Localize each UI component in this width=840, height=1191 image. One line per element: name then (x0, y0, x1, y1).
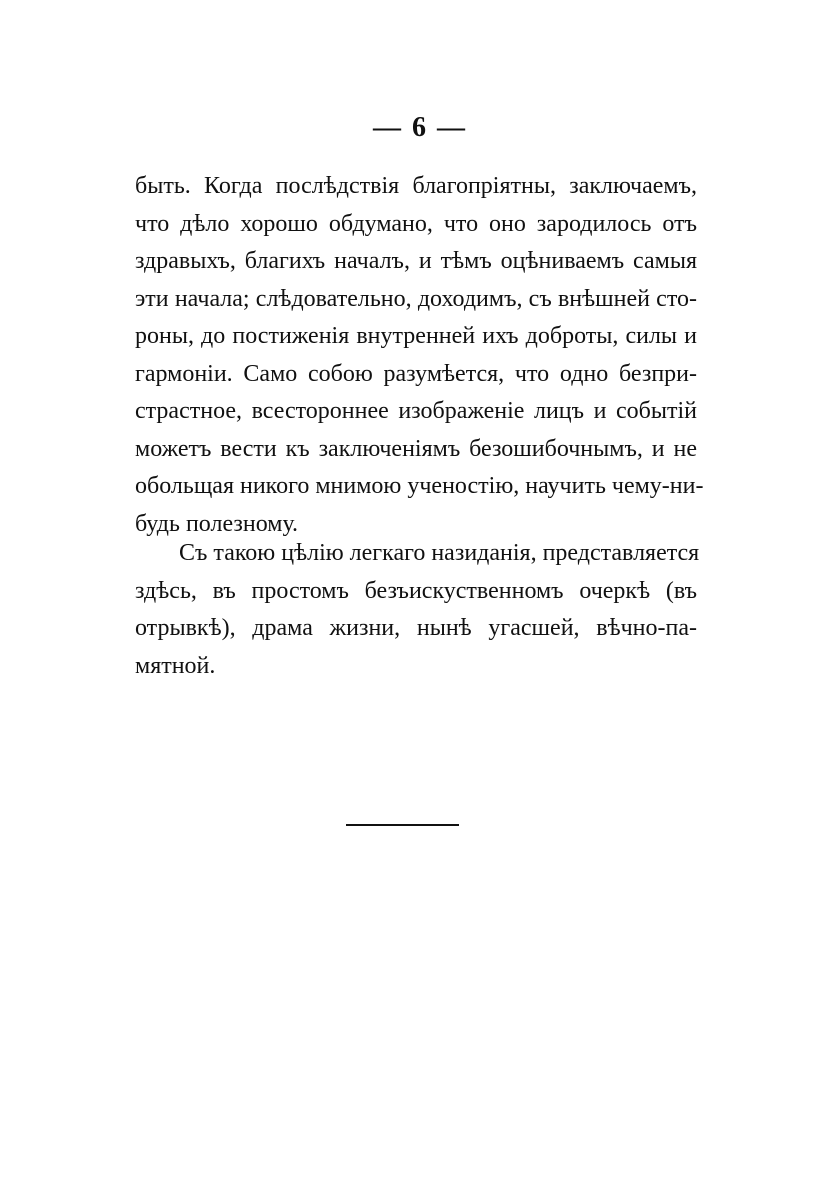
paragraph-1-line-6: гармоніи. Само собою разумѣется, что одно безпри- (135, 360, 697, 387)
paragraph-1-line-4: эти начала; слѣдовательно, доходимъ, съ внѣшней сто- (135, 285, 697, 312)
paragraph-1-line-3: здравыхъ, благихъ началъ, и тѣмъ оцѣниваемъ самыя (135, 248, 697, 274)
paragraph-1 (135, 168, 704, 543)
paragraph-1-line-1: быть. Когда послѣдствія благопріятны, заключаемъ, (135, 173, 697, 199)
paragraph-2-line-1: Съ такою цѣлію легкаго назиданія, представляется (179, 540, 700, 566)
paragraph-2 (135, 535, 700, 685)
paragraph-1-line-8: можетъ вести къ заключеніямъ безошибочнымъ, и не (135, 435, 697, 462)
paragraph-2-line-3: отрывкѣ), драма жизни, нынѣ угасшей, вѣчно-па- (135, 615, 697, 641)
page-number: — 6 — (373, 112, 467, 143)
paragraph-1-line-2: что дѣло хорошо обдумано, что оно зародилось отъ (135, 210, 697, 237)
paragraph-1-line-10: будь полезному. (135, 510, 299, 537)
section-divider (346, 824, 459, 826)
paragraph-2-line-2: здѣсь, въ простомъ безъискуственномъ очеркѣ (въ (135, 577, 697, 604)
paragraph-1-line-5: роны, до постиженія внутренней ихъ доброты, силы и (135, 323, 697, 349)
paragraph-1-line-7: страстное, всестороннее изображеніе лицъ и событій (135, 398, 697, 424)
paragraph-2-line-4: мятной. (135, 652, 216, 679)
paragraph-1-line-9: обольщая никого мнимою ученостію, научить чему-ни- (135, 473, 704, 499)
